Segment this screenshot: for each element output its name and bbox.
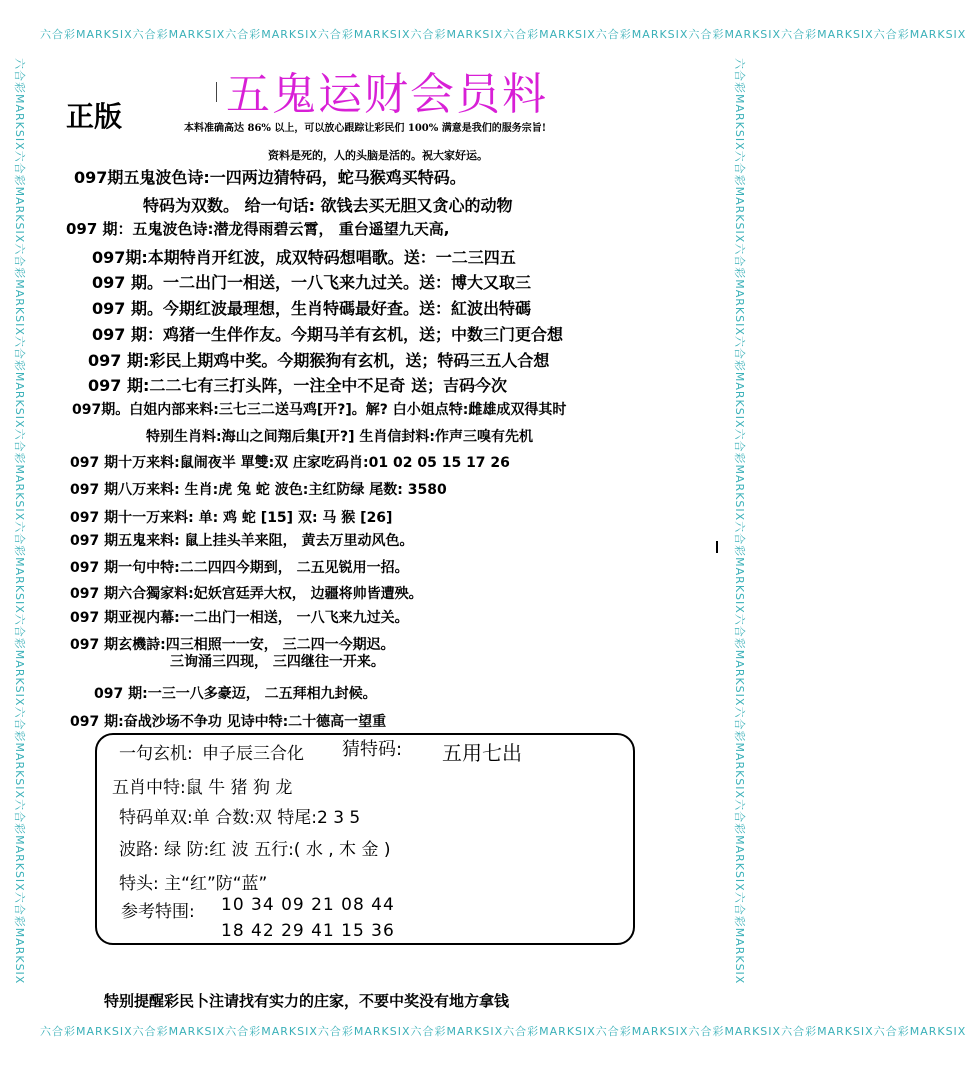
list-item: 097 期五鬼来料: 鼠上挂头羊来阻， 黄去万里动风色。	[70, 533, 414, 549]
five-zodiac: 五肖中特:鼠 牛 猪 狗 龙	[112, 778, 293, 798]
subtitle-motto: 资料是死的，人的头脑是活的。祝大家好运。	[268, 149, 488, 162]
list-item: 097 期：五鬼波色诗:潜龙得雨碧云霄， 重台遥望九天高,	[66, 220, 450, 238]
hint-value: 申子辰三合化	[202, 744, 304, 764]
reference-numbers-1: 10 34 09 21 08 44	[221, 895, 395, 915]
list-item: 097 期。今期红波最理想，生肖特碼最好查。送：紅波出特碼	[92, 299, 531, 318]
list-item: 097 期：鸡猪一生伴作友。今期马羊有玄机，送；中数三门更合想	[92, 325, 563, 344]
reference-label: 参考特围:	[121, 902, 195, 922]
list-item: 097 期六合獨家料:妃妖宫廷弄大权， 边疆将帅皆遭殃。	[70, 586, 423, 602]
reference-numbers-2: 18 42 29 41 15 36	[221, 921, 395, 941]
list-item: 097 期:奋战沙场不争功 见诗中特:二十德高一望重	[70, 714, 387, 730]
list-item: 特码为双数。 给一句话: 欲钱去买无胆又贪心的动物	[143, 196, 513, 215]
list-item: 097 期一句中特:二二四四今期到， 二五见锐用一招。	[70, 560, 409, 576]
list-item: 097期:本期特肖开红波，成双特码想唱歌。送：一二三四五	[92, 248, 516, 267]
footer-warning: 特别提醒彩民卜注请找有实力的庄家，不要中奖没有地方拿钱	[104, 992, 510, 1010]
list-item: 三询涌三四现， 三四继往一开来。	[170, 654, 385, 670]
title-divider	[216, 82, 217, 102]
list-item: 097 期八万来料: 生肖:虎 兔 蛇 波色:主红防绿 尾数: 3580	[70, 482, 447, 498]
list-item: 097 期亚视内幕:一二出门一相送， 一八飞来九过关。	[70, 610, 409, 626]
list-item: 097 期玄機詩:四三相照一一安， 三二四一今期迟。	[70, 637, 395, 653]
watermark-bottom: 六合彩MARKSIX六合彩MARKSIX六合彩MARKSIX六合彩MARKSIX六合彩MARKSIX六合彩MARKSIX六合彩MARKSIX六合彩MARKSIX六合彩MARKSIX六合彩MARKSIX	[40, 1025, 966, 1038]
wave-row: 波路: 绿 防:红 波 五行:( 水 , 木 金 )	[119, 840, 391, 860]
list-item: 特别生肖料:海山之间翔后集[开?] 生肖信封料:作声三嗅有先机	[146, 429, 533, 445]
odd-even-row: 特码单双:单 合数:双 特尾:2 3 5	[119, 808, 361, 828]
guess-label: 猜特码:	[342, 739, 403, 760]
watermark-right: 六合彩MARKSIX六合彩MARKSIX六合彩MARKSIX六合彩MARKSIX六合彩MARKSIX六合彩MARKSIX六合彩MARKSIX六合彩MARKSIX六合彩MARKSIX六合彩MARKSIX	[733, 58, 746, 985]
hint-label: 一句玄机:	[119, 744, 193, 764]
prediction-box	[95, 733, 635, 945]
list-item: 097 期:彩民上期鸡中奖。今期猴狗有玄机，送；特码三五人合想	[88, 351, 550, 370]
list-item: 097 期:一三一八多豪迈， 二五拜相九封候。	[94, 686, 377, 702]
list-item: 097 期十万来料:鼠闹夜半 單雙:双 庄家吃码肖:01 02 05 15 17 26	[70, 455, 510, 471]
list-item: 097期五鬼波色诗:一四两边猜特码，蛇马猴鸡买特码。	[74, 168, 466, 187]
genuine-badge: 正版	[66, 100, 123, 133]
subtitle-accuracy: 本料准确高达 86% 以上，可以放心跟踪让彩民们 100% 满意是我们的服务宗旨!	[184, 123, 547, 134]
list-item: 097 期:二二七有三打头阵，一注全中不足奇 送；吉码今次	[88, 376, 507, 395]
head-row: 特头: 主“红”防“蓝”	[119, 874, 268, 894]
watermark-top: 六合彩MARKSIX六合彩MARKSIX六合彩MARKSIX六合彩MARKSIX六合彩MARKSIX六合彩MARKSIX六合彩MARKSIX六合彩MARKSIX六合彩MARKSIX六合彩MARKSIX	[40, 28, 966, 41]
list-item: 097 期十一万来料: 单: 鸡 蛇 [15] 双: 马 猴 [26]	[70, 510, 393, 526]
list-item: 097期。白姐内部来料:三七三二送马鸡[开?]。解? 白小姐点特:雌雄成双得其时	[72, 402, 567, 418]
list-item: 097 期。一二出门一相送，一八飞来九过关。送：博大又取三	[92, 273, 531, 292]
page-title: 五鬼运财会员料	[226, 69, 548, 120]
guess-value: 五用七出	[442, 741, 522, 765]
watermark-left: 六合彩MARKSIX六合彩MARKSIX六合彩MARKSIX六合彩MARKSIX六合彩MARKSIX六合彩MARKSIX六合彩MARKSIX六合彩MARKSIX六合彩MARKSIX六合彩MARKSIX	[13, 58, 26, 985]
margin-mark	[716, 541, 718, 553]
